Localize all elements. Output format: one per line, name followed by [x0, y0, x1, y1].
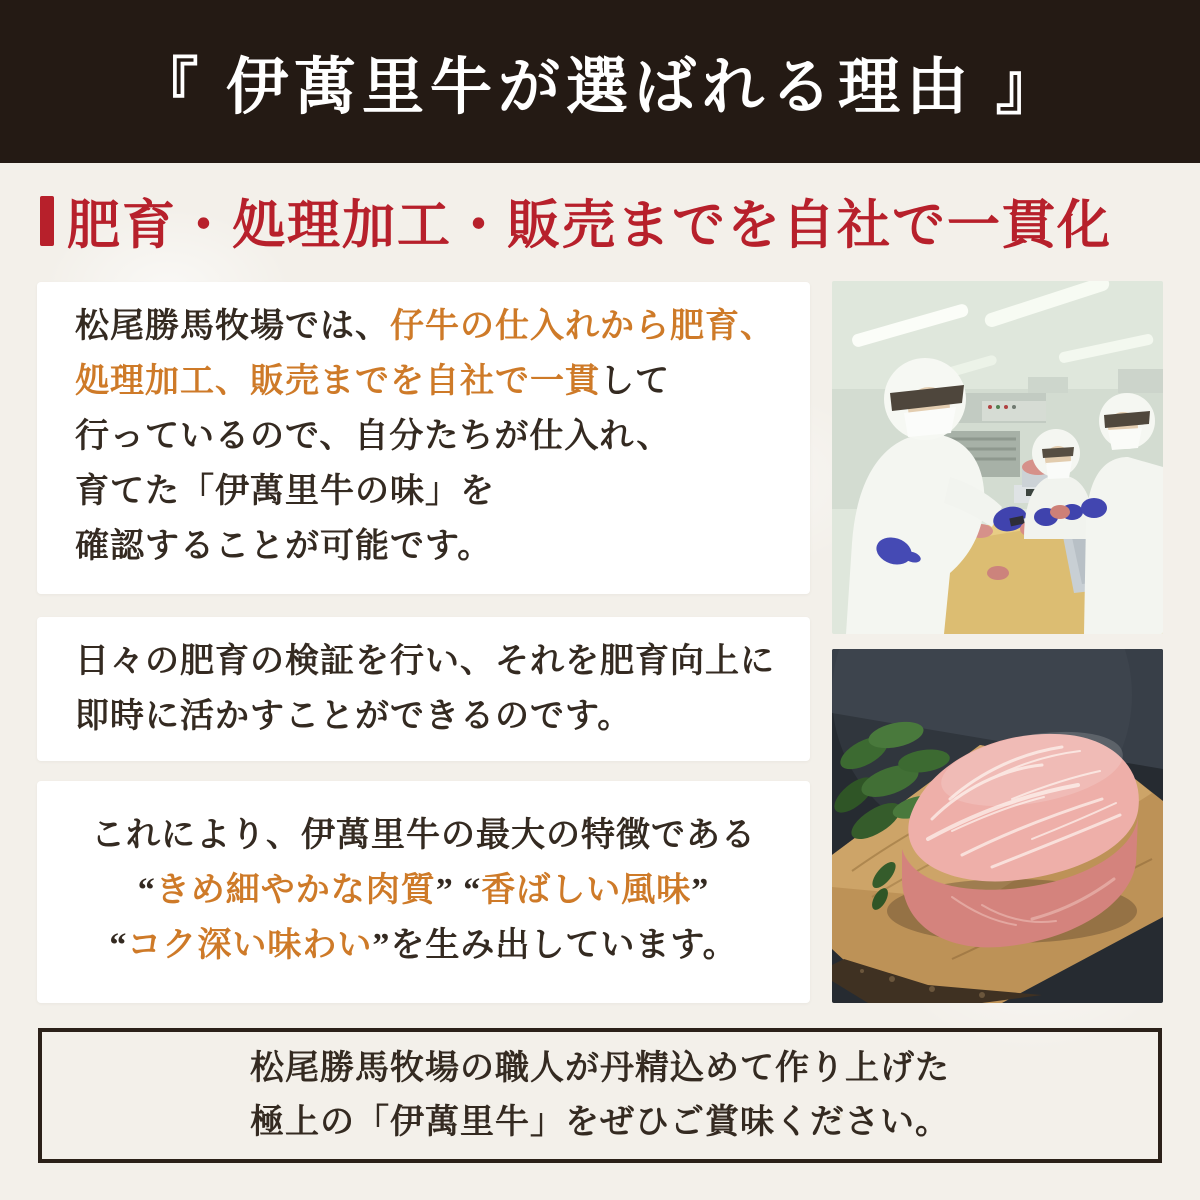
closing-message-box [38, 1028, 1162, 1163]
text-run [454, 872, 464, 909]
hero-title: 『 伊萬里牛が選ばれる理由 』 [136, 54, 1064, 122]
text-run: 日々の肥育の検証を行い、それを肥育向上に [75, 643, 775, 680]
verification-text-card [37, 617, 810, 761]
marbled-beef-photo [832, 649, 1163, 1003]
intro-text-card [37, 282, 810, 594]
features-text-card [37, 781, 810, 1003]
text-run-highlight: 仔牛の仕入れから肥育、 [390, 308, 775, 345]
closing-line: 極上の「伊萬里牛」をぜひご賞味ください。 [250, 1103, 950, 1141]
text-run: 育てた「伊萬里牛の味」を [75, 473, 495, 510]
hero-banner [0, 0, 1200, 163]
feature-highlight: 香ばしい風味 [481, 872, 692, 909]
quote-mark: ” [435, 872, 454, 909]
text-run: 行っているので、自分たちが仕入れ、 [75, 418, 672, 455]
features-paragraph [37, 781, 810, 973]
quote-mark: “ [109, 927, 128, 964]
red-bar-accent [40, 196, 54, 246]
quote-mark: ” [691, 872, 710, 909]
text-run-highlight: 処理加工、販売までを自社で一貫 [75, 363, 600, 400]
quote-mark: “ [137, 872, 156, 909]
text-run: 確認することが可能です。 [75, 528, 493, 565]
quote-mark: ” [372, 927, 391, 964]
marbled-beef-illustration [832, 649, 1163, 1003]
text-run: これにより、伊萬里牛の最大の特徴である [91, 817, 756, 854]
intro-paragraph [37, 282, 810, 574]
text-run: 即時に活かすことができるのです。 [75, 698, 633, 735]
quote-mark: “ [463, 872, 482, 909]
section-heading [40, 192, 1190, 255]
feature-highlight: コク深い味わい [127, 927, 373, 964]
text-run: 松尾勝馬牧場では、 [75, 308, 390, 345]
meat-processing-photo [832, 281, 1163, 634]
closing-line: 松尾勝馬牧場の職人が丹精込めて作り上げた [250, 1049, 950, 1087]
verification-paragraph [37, 617, 810, 744]
text-run: して [600, 363, 670, 400]
meat-processing-illustration [832, 281, 1163, 634]
feature-highlight: きめ細やかな肉質 [155, 872, 436, 909]
section-heading-text: 肥育・処理加工・販売までを自社で一貫化 [67, 197, 1112, 255]
text-run: を生み出しています。 [390, 927, 738, 964]
